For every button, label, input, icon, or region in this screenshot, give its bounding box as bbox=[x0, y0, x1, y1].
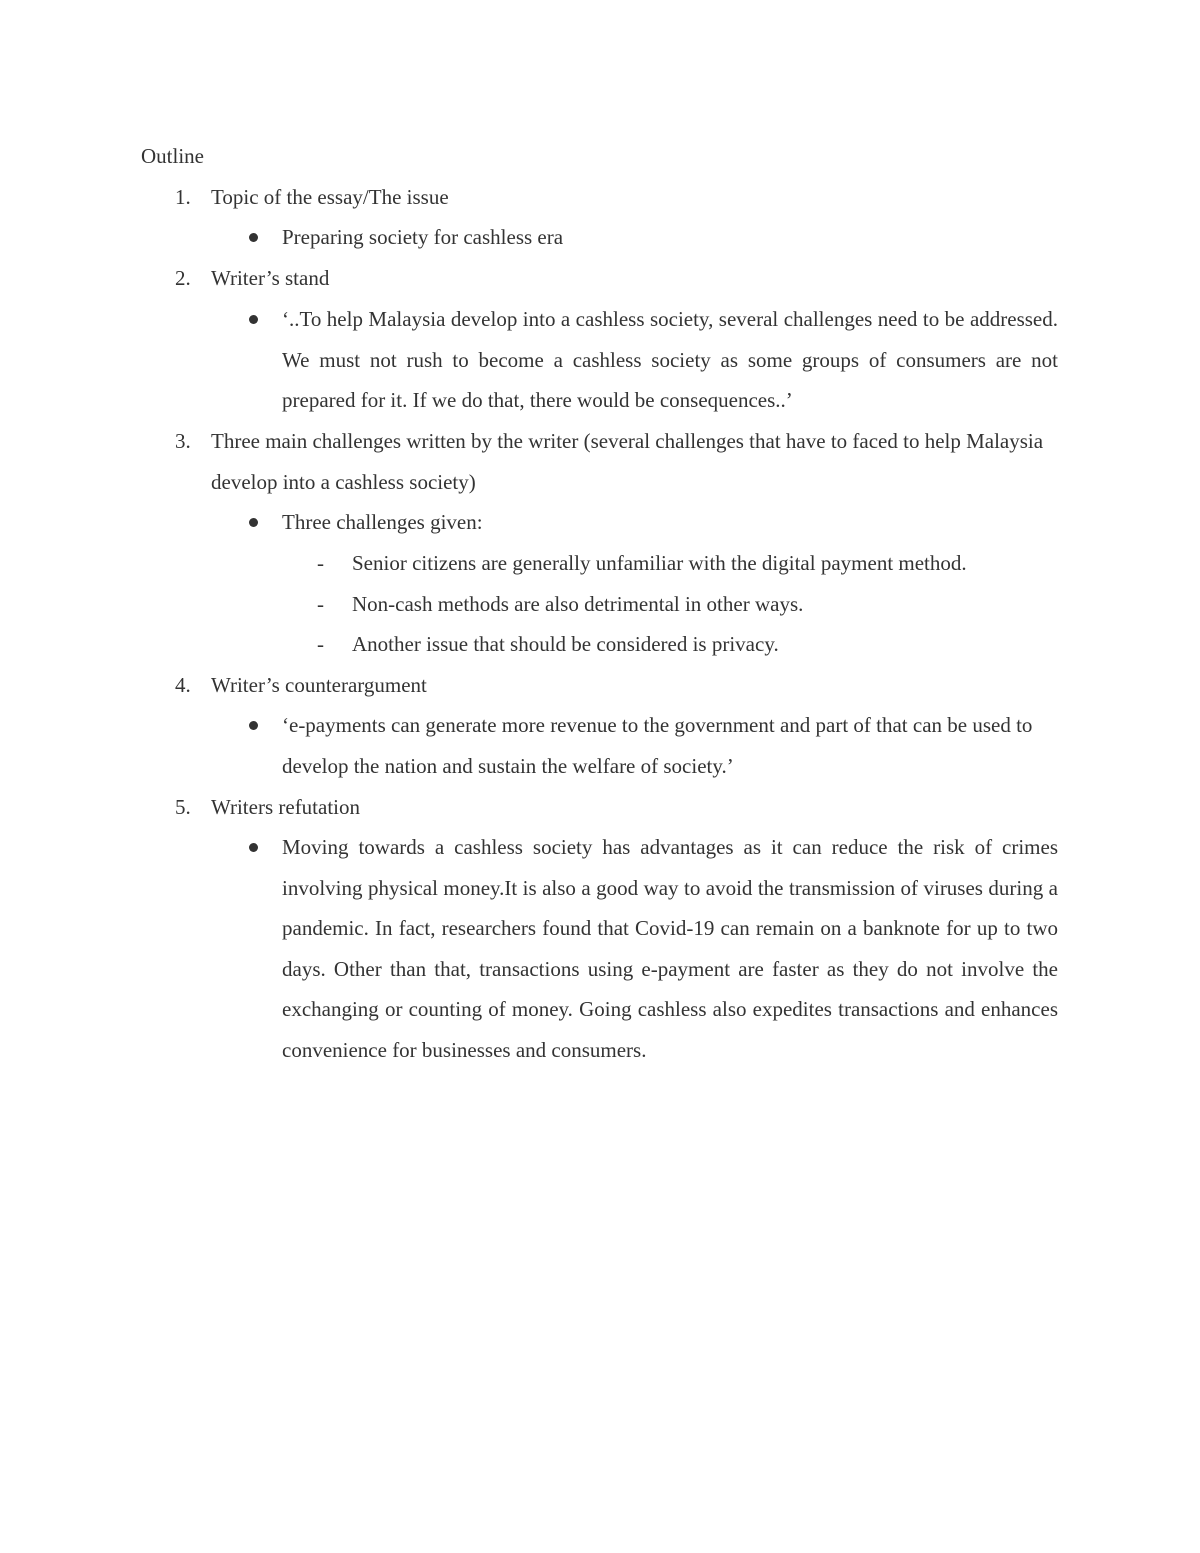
item-1-text: Topic of the essay/The issue bbox=[211, 185, 449, 209]
bullet-icon bbox=[249, 843, 258, 852]
bullet-icon bbox=[249, 518, 258, 527]
item-4-number: 4. bbox=[175, 673, 191, 697]
item-1-number: 1. bbox=[175, 185, 191, 209]
dash-marker: - bbox=[317, 632, 324, 656]
item-4-text: Writer’s counterargument bbox=[211, 673, 427, 697]
item-2-number: 2. bbox=[175, 266, 191, 290]
item-5-number: 5. bbox=[175, 795, 191, 819]
item-3-number: 3. bbox=[175, 429, 191, 453]
item-5-bullet-text: Moving towards a cashless society has advantages as it can reduce the risk of crimes involving physical money.It is also a good way to avoid the transmission of viruses during a pandemic. In fact, researchers found that Covid-19 can remain on a banknote for up to two days. Other than that, transactions using e-payment are faster as they do not involve the exchanging or counting of money. Going cashless also expedites transactions and enhances convenience for businesses and consumers. bbox=[282, 835, 1058, 1062]
item-5-text: Writers refutation bbox=[211, 795, 361, 819]
bullet-icon bbox=[249, 315, 258, 324]
item-2-bullet-text: ‘..To help Malaysia develop into a cashless society, several challenges need to be addressed. We must not rush to become a cashless society as some groups of consumers are not prepared for it. If we do that, there would be consequences..’ bbox=[282, 307, 1058, 413]
bullet-icon bbox=[249, 233, 258, 242]
dash-marker: - bbox=[317, 551, 324, 575]
challenge-item: Senior citizens are generally unfamiliar with the digital payment method. bbox=[352, 551, 967, 575]
item-1-bullet-text: Preparing society for cashless era bbox=[282, 225, 564, 249]
item-3-text: Three main challenges written by the writer (several challenges that have to faced to help Malaysia develop into a cashless society) bbox=[211, 429, 1044, 494]
outline-title: Outline bbox=[141, 144, 204, 168]
bullet-icon bbox=[249, 721, 258, 730]
dash-marker: - bbox=[317, 592, 324, 616]
challenge-item: Non-cash methods are also detrimental in other ways. bbox=[352, 592, 804, 616]
item-4-bullet-text: ‘e-payments can generate more revenue to the government and part of that can be used to develop the nation and sustain the welfare of society.’ bbox=[282, 713, 1033, 778]
item-2-text: Writer’s stand bbox=[211, 266, 330, 290]
challenge-item: Another issue that should be considered is privacy. bbox=[352, 632, 779, 656]
item-3-bullet-text: Three challenges given: bbox=[282, 510, 483, 534]
